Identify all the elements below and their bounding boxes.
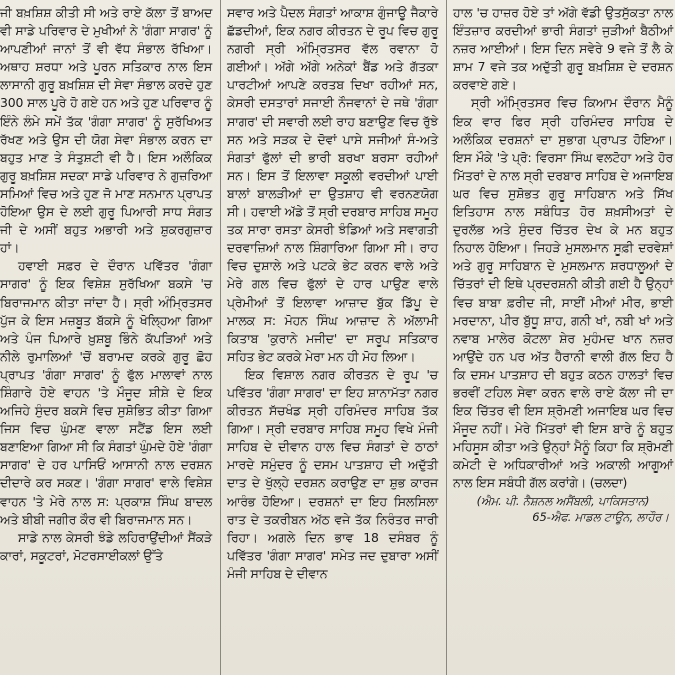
column-2-paragraph-1: ਸਵਾਰ ਅਤੇ ਪੈਦਲ ਸੰਗਤਾਂ ਆਕਾਸ਼ ਗੁੰਜਾਊ ਜੈਕਾਰੇ ਛੱਡਦੀਆਂ, ਇਕ ਨਗਰ ਕੀਰਤਨ ਦੇ ਰੂਪ ਵਿਚ ਗੁਰੂ ਨਗਰੀ ਸ੍ਰੀ ਅੰਮ੍ਰਿਤਸਰ ਵੱਲ ਰਵਾਨਾ ਹੋ ਗਈਆਂ। ਅੱਗੇ ਅੱਗੇ ਅਨੇਕਾਂ ਬੈਂਡ ਅਤੇ ਗੱਤਕਾ ਪਾਰਟੀਆਂ ਆਪਣੇ ਕਰਤਬ ਦਿਖਾ ਰਹੀਆਂ ਸਨ, ਕੇਸਰੀ ਦਸਤਾਰਾਂ ਸਜਾਈ ਨੌਜਵਾਨਾਂ ਦੇ ਜਥੇ 'ਗੰਗਾ ਸਾਗਰ' ਦੀ ਸਵਾਰੀ ਲਈ ਰਾਹ ਬਣਾਉਣ ਵਿਚ ਰੁੱਝੇ ਸਨ ਅਤੇ ਸੜਕ ਦੇ ਦੋਵਾਂ ਪਾਸੇ ਸਜੀਆਂ ਸੰ-ਅਤੇ ਸੰਗਤਾਂ ਫੁੱਲਾਂ ਦੀ ਭਾਰੀ ਬਰਖਾ ਬਰਸਾ ਰਹੀਆਂ ਸਨ। ਇਸ ਤੋਂ ਇਲਾਵਾ ਸਕੂਲੀ ਵਰਦੀਆਂ ਪਾਈ ਬਾਲਾਂ ਬਾਲੜੀਆਂ ਦਾ ਉਤਸ਼ਾਹ ਵੀ ਵਰਨਣਯੋਗ ਸੀ। ਹਵਾਈ ਅੱਡੇ ਤੋਂ ਸ੍ਰੀ ਦਰਬਾਰ ਸਾਹਿਬ ਸਮੂਹ ਤਕ ਸਾਰਾ ਰਸਤਾ ਕੇਸਰੀ ਝੰਡਿਆਂ ਅਤੇ ਸਵਾਗਤੀ ਦਰਵਾਜ਼ਿਆਂ ਨਾਲ ਸ਼ਿੰਗਾਰਿਆ ਗਿਆ ਸੀ। ਰਾਹ ਵਿਚ ਦੁਸ਼ਾਲੇ ਅਤੇ ਪਟਕੇ ਭੇਟ ਕਰਨ ਵਾਲੇ ਅਤੇ ਮੇਰੇ ਗਲ ਵਿਚ ਫੁੱਲਾਂ ਦੇ ਹਾਰ ਪਾਉਣ ਵਾਲੇ ਪ੍ਰੇਮੀਆਂ ਤੋਂ ਇਲਾਵਾ ਆਜ਼ਾਦ ਬੁੱਕ ਡਿੱਪੂ ਦੇ ਮਾਲਕ ਸ: ਮੋਹਨ ਸਿੰਘ ਆਜ਼ਾਦ ਨੇ ਅੱਲਾਮੀ ਕਿਤਾਬ 'ਕੁਰਾਨੇ ਮਜੀਦ' ਦਾ ਸਰੂਪ ਸਤਿਕਾਰ ਸਹਿਤ ਭੇਟ ਕਰਕੇ ਮੇਰਾ ਮਨ ਹੀ ਮੋਹ ਲਿਆ। (227, 5, 438, 364)
column-1-paragraph-2: ਹਵਾਈ ਸਫ਼ਰ ਦੇ ਦੌਰਾਨ ਪਵਿੱਤਰ 'ਗੰਗਾ ਸਾਗਰ' ਨੂੰ ਇਕ ਵਿਸ਼ੇਸ਼ ਸੁਰੱਖਿਆ ਬਕਸੇ 'ਚ ਬਿਰਾਜਮਾਨ ਕੀਤਾ ਜਾਂਦਾ ਹੈ। ਸ੍ਰੀ ਅੰਮ੍ਰਿਤਸਰ ਪੁੱਜ ਕੇ ਇਸ ਮਜ਼ਬੂਤ ਬੱਕਸੇ ਨੂੰ ਖੋਲ੍ਹਿਆ ਗਿਆ ਅਤੇ ਪੰਜ ਪਿਆਰੇ ਖ਼ੁਸ਼ਬੂ ਭਿੰਨੇ ਕੱਪੜਿਆਂ ਅਤੇ ਨੀਲੇ ਰੁਮਾਲਿਆਂ 'ਚੋਂ ਬਰਾਮਦ ਕਰਕੇ ਗੁਰੂ ਛੋਹ ਪ੍ਰਾਪਤ 'ਗੰਗਾ ਸਾਗਰ' ਨੂੰ ਫੁੱਲ ਮਾਲਾਵਾਂ ਨਾਲ ਸ਼ਿੰਗਾਰੇ ਹੋਏ ਵਾਹਨ 'ਤੇ ਮੌਜੂਦ ਸ਼ੀਸ਼ੇ ਦੇ ਇਕ ਅਜਿਹੇ ਸੁੰਦਰ ਬਕਸੇ ਵਿਚ ਸੁਸ਼ੋਭਿਤ ਕੀਤਾ ਗਿਆ ਜਿਸ ਵਿਚ ਘੁੰਮਣ ਵਾਲਾ ਸਟੈਂਡ ਇਸ ਲਈ ਬਣਾਇਆ ਗਿਆ ਸੀ ਕਿ ਸੰਗਤਾਂ ਘੁੰਮਦੇ ਹੋਏ 'ਗੰਗਾ ਸਾਗਰ' ਦੇ ਹਰ ਪਾਸਿਓਂ ਆਸਾਨੀ ਨਾਲ ਦਰਸ਼ਨ ਦੀਦਾਰੇ ਕਰ ਸਕਣ। 'ਗੰਗਾ ਸਾਗਰ' ਵਾਲੇ ਵਿਸ਼ੇਸ਼ ਵਾਹਨ 'ਤੇ ਮੇਰੇ ਨਾਲ ਸ: ਪ੍ਰਕਾਸ਼ ਸਿੰਘ ਬਾਦਲ ਅਤੇ ਬੀਬੀ ਜਗੀਰ ਕੌਰ ਵੀ ਬਿਰਾਜਮਾਨ ਸਨ। (0, 258, 212, 527)
author-address: 65-ਐਫ. ਮਾਡਲ ਟਾਊਨ, ਲਾਹੌਰ। (532, 509, 669, 524)
article-column-3 (451, 0, 675, 675)
column-1-paragraph-3: ਸਾਡੇ ਨਾਲ ਕੇਸਰੀ ਝੰਡੇ ਲਹਿਰਾਉਂਦੀਆਂ ਸੈਂਕੜੇ ਕਾਰਾਂ, ਸਕੂਟਰਾਂ, ਮੋਟਰਸਾਈਕਲਾਂ ਉੱਤੇ (0, 529, 212, 563)
column-3-paragraph-2: ਸ੍ਰੀ ਅੰਮ੍ਰਿਤਸਰ ਵਿਚ ਕਿਆਮ ਦੌਰਾਨ ਮੈਨੂੰ ਇਕ ਵਾਰ ਫਿਰ ਸ੍ਰੀ ਹਰਿਮੰਦਰ ਸਾਹਿਬ ਦੇ ਅਲੌਕਿਕ ਦਰਸ਼ਨਾਂ ਦਾ ਸੁਭਾਗ ਪ੍ਰਾਪਤ ਹੋਇਆ। ਇਸ ਮੌਕੇ 'ਤੇ ਪ੍ਰੋ: ਵਿਰਸਾ ਸਿੰਘ ਵਲਟੋਹਾ ਅਤੇ ਹੋਰ ਮਿੱਤਰਾਂ ਦੇ ਨਾਲ ਸ੍ਰੀ ਦਰਬਾਰ ਸਾਹਿਬ ਦੇ ਅਜਾਇਬ ਘਰ ਵਿਚ ਸੁਸ਼ੋਭਤ ਗੁਰੂ ਸਾਹਿਬਾਨ ਅਤੇ ਸਿੱਖ ਇਤਿਹਾਸ ਨਾਲ ਸਬੰਧਿਤ ਹੋਰ ਸ਼ਖ਼ਸੀਅਤਾਂ ਦੇ ਦੁਰਲੱਭ ਅਤੇ ਸੁੰਦਰ ਚਿੱਤਰ ਦੇਖ ਕੇ ਮਨ ਬਹੁਤ ਨਿਹਾਲ ਹੋਇਆ। ਜਿਹੜੇ ਮੁਸਲਮਾਨ ਸੂਫ਼ੀ ਦਰਵੇਸ਼ਾਂ ਅਤੇ ਗੁਰੂ ਸਾਹਿਬਾਨ ਦੇ ਮੁਸਲਮਾਨ ਸ਼ਰਧਾਲੂਆਂ ਦੇ ਚਿੱਤਰਾਂ ਦੀ ਇਥੇ ਪ੍ਰਦਰਸ਼ਨੀ ਕੀਤੀ ਗਈ ਹੈ ਉਨ੍ਹਾਂ ਵਿਚ ਬਾਬਾ ਫ਼ਰੀਦ ਜੀ, ਸਾਈਂ ਮੀਆਂ ਮੀਰ, ਭਾਈ ਮਰਦਾਨਾ, ਪੀਰ ਬੁੱਧੂ ਸ਼ਾਹ, ਗਨੀ ਖਾਂ, ਨਬੀ ਖਾਂ ਅਤੇ ਨਵਾਬ ਮਾਲੇਰ ਕੋਟਲਾ ਸ਼ੇਰ ਮੁਹੰਮਦ ਖਾਨ ਨਜ਼ਰ ਆਉਂਦੇ ਹਨ ਪਰ ਅੱਤ ਹੈਰਾਨੀ ਵਾਲੀ ਗੱਲ ਇਹ ਹੈ ਕਿ ਦਸਮ ਪਾਤਸ਼ਾਹ ਦੀ ਬਹੁਤ ਕਠਨ ਹਾਲਤਾਂ ਵਿਚ ਭਰਵੀਂ ਟਹਿਲ ਸੇਵਾ ਕਰਨ ਵਾਲੇ ਰਾਏ ਕੱਲਾ ਜੀ ਦਾ ਇਕ ਚਿੱਤਰ ਵੀ ਇਸ ਸ਼੍ਰੋਮਣੀ ਅਜਾਇਬ ਘਰ ਵਿਚ ਮੌਜੂਦ ਨਹੀਂ। ਮੇਰੇ ਮਿੱਤਰਾਂ ਵੀ ਇਸ ਬਾਰੇ ਨੂੰ ਬਹੁਤ ਮਹਿਸੂਸ ਕੀਤਾ ਅਤੇ ਉਨ੍ਹਾਂ ਮੈਨੂੰ ਕਿਹਾ ਕਿ ਸ਼੍ਰੋਮਣੀ ਕਮੇਟੀ ਦੇ ਅਧਿਕਾਰੀਆਂ ਅਤੇ ਅਕਾਲੀ ਆਗੂਆਂ ਨਾਲ ਇਸ ਸਬੰਧੀ ਗੱਲ ਕਰਾਂਗੇ। (ਚਲਦਾ) (453, 95, 673, 491)
article-column-1 (0, 0, 216, 675)
column-1-paragraph-1: ਜੀ ਬਖ਼ਸ਼ਿਸ਼ ਕੀਤੀ ਸੀ ਅਤੇ ਰਾਏ ਕੱਲਾ ਤੋਂ ਬਾਅਦ ਵੀ ਸਾਡੇ ਪਰਿਵਾਰ ਦੇ ਮੁਖੀਆਂ ਨੇ 'ਗੰਗਾ ਸਾਗਰ' ਨੂੰ ਆਪਣੀਆਂ ਜਾਨਾਂ ਤੋਂ ਵੀ ਵੱਧ ਸੰਭਾਲ ਰੱਖਿਆ। ਅਥਾਹ ਸ਼ਰਧਾ ਅਤੇ ਪੂਰਨ ਸਤਿਕਾਰ ਨਾਲ ਇਸ ਲਾਸਾਨੀ ਗੁਰੂ ਬਖ਼ਸ਼ਿਸ਼ ਦੀ ਸੇਵਾ ਸੰਭਾਲ ਕਰਦੇ ਹੁਣ 300 ਸਾਲ ਪੂਰੇ ਹੋ ਗਏ ਹਨ ਅਤੇ ਹੁਣ ਪਰਿਵਾਰ ਨੂੰ ਇੰਨੇ ਲੰਮੇ ਸਮੇਂ ਤੱਕ 'ਗੰਗਾ ਸਾਗਰ' ਨੂੰ ਸੁਰੱਖਿਅਤ ਰੱਖਣ ਅਤੇ ਉਸ ਦੀ ਯੋਗ ਸੇਵਾ ਸੰਭਾਲ ਕਰਨ ਦਾ ਬਹੁਤ ਮਾਣ ਤੇ ਸੰਤੁਸ਼ਟੀ ਵੀ ਹੈ। ਇਸ ਅਲੌਕਿਕ ਗੁਰੂ ਬਖ਼ਸ਼ਿਸ਼ ਸਦਕਾ ਸਾਡੇ ਪਰਿਵਾਰ ਨੇ ਗੁਜ਼ਰਿਆ ਸਮਿਆਂ ਵਿਚ ਅਤੇ ਹੁਣ ਜੋ ਮਾਣ ਸਨਮਾਨ ਪ੍ਰਾਪਤ ਹੋਇਆ ਉਸ ਦੇ ਲਈ ਗੁਰੂ ਪਿਆਰੀ ਸਾਧ ਸੰਗਤ ਜੀ ਦੇ ਅਸੀਂ ਬਹੁਤ ਅਭਾਰੀ ਅਤੇ ਸ਼ੁਕਰਗੁਜ਼ਾਰ ਹਾਂ। (0, 5, 212, 256)
column-divider-2 (446, 0, 447, 675)
article-column-2 (225, 0, 442, 675)
author-designation: (ਐਮ. ਪੀ. ਨੈਸ਼ਨਲ ਅਸੈਂਬਲੀ, ਪਾਕਿਸਤਾਨ) (476, 493, 650, 508)
column-2-paragraph-2: ਇਕ ਵਿਸ਼ਾਲ ਨਗਰ ਕੀਰਤਨ ਦੇ ਰੂਪ 'ਚ ਪਵਿੱਤਰ 'ਗੰਗਾ ਸਾਗਰ' ਦਾ ਇਹ ਸ਼ਾਨਾਮੱਤਾ ਨਗਰ ਕੀਰਤਨ ਸੱਚਖੰਡ ਸ੍ਰੀ ਹਰਿਮੰਦਰ ਸਾਹਿਬ ਤੱਕ ਗਿਆ। ਸ੍ਰੀ ਦਰਬਾਰ ਸਾਹਿਬ ਸਮੂਹ ਵਿਖੇ ਮੰਜੀ ਸਾਹਿਬ ਦੇ ਦੀਵਾਨ ਹਾਲ ਵਿਚ ਸੰਗਤਾਂ ਦੇ ਠਾਠਾਂ ਮਾਰਦੇ ਸਮੁੰਦਰ ਨੂੰ ਦਸਮ ਪਾਤਸ਼ਾਹ ਦੀ ਅਦੁੱਤੀ ਦਾਤ ਦੇ ਖੁੱਲ੍ਹੇ ਦਰਸ਼ਨ ਕਰਾਉਣ ਦਾ ਸ਼ੁਭ ਕਾਰਜ ਆਰੰਭ ਹੋਇਆ। ਦਰਸ਼ਨਾਂ ਦਾ ਇਹ ਸਿਲਸਿਲਾ ਰਾਤ ਦੇ ਤਕਰੀਬਨ ਅੱਠ ਵਜੇ ਤੱਕ ਨਿਰੰਤਰ ਜਾਰੀ ਰਿਹਾ। ਅਗਲੇ ਦਿਨ ਭਾਵ 18 ਦਸੰਬਰ ਨੂੰ ਪਵਿੱਤਰ 'ਗੰਗਾ ਸਾਗਰ' ਸਮੇਤ ਜਦ ਦੁਬਾਰਾ ਅਸੀਂ ਮੰਜੀ ਸਾਹਿਬ ਦੇ ਦੀਵਾਨ (227, 366, 438, 581)
column-divider-1 (220, 0, 221, 675)
column-3-paragraph-1: ਹਾਲ 'ਚ ਹਾਜ਼ਰ ਹੋਏ ਤਾਂ ਅੱਗੇ ਵੱਡੀ ਉਤਸੁੱਕਤਾ ਨਾਲ ਇੰਤਜ਼ਾਰ ਕਰਦੀਆਂ ਭਾਰੀ ਸੰਗਤਾਂ ਜੁੜੀਆਂ ਬੈਠੀਆਂ ਨਜ਼ਰ ਆਈਆਂ। ਇਸ ਦਿਨ ਸਵੇਰੇ 9 ਵਜੇ ਤੋਂ ਲੈ ਕੇ ਸ਼ਾਮ 7 ਵਜੇ ਤਕ ਅਦੁੱਤੀ ਗੁਰੂ ਬਖ਼ਸ਼ਿਸ਼ ਦੇ ਦਰਸ਼ਨ ਕਰਵਾਏ ਗਏ। (453, 5, 673, 93)
